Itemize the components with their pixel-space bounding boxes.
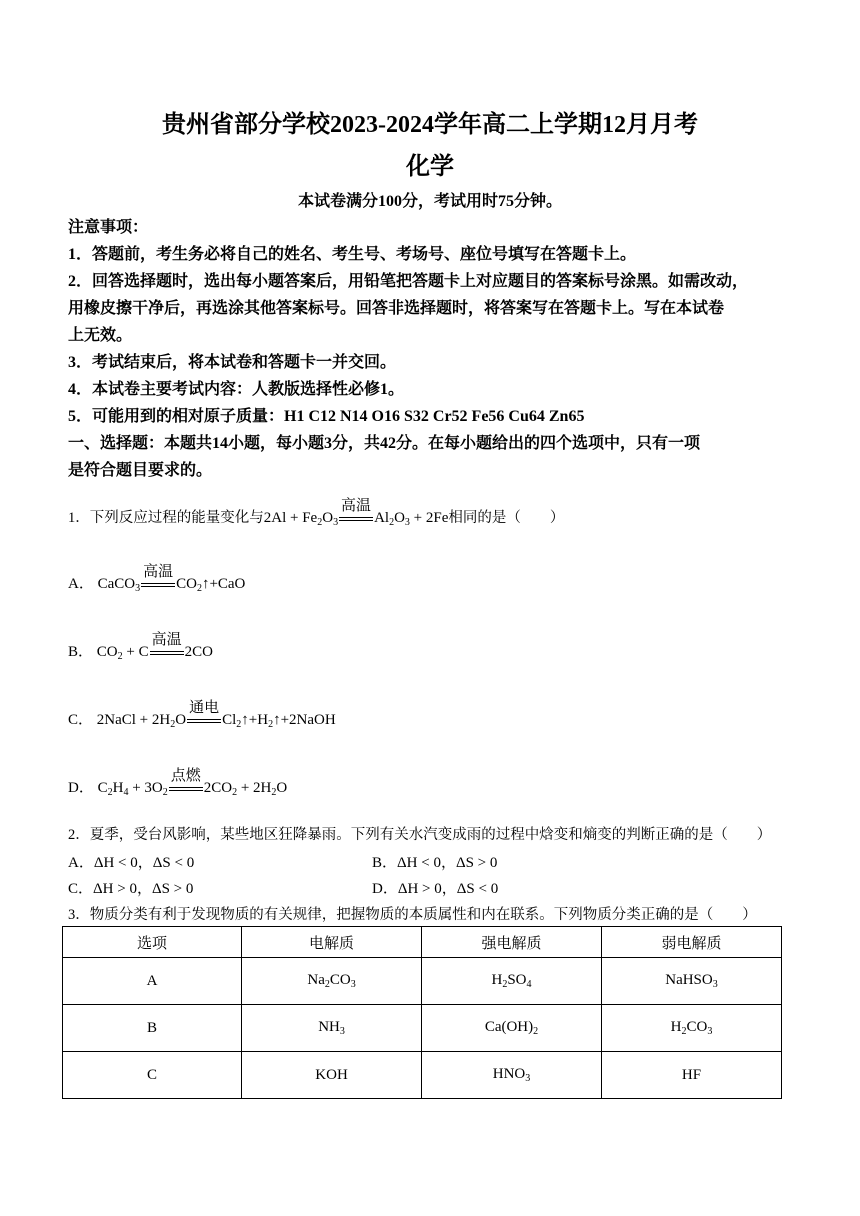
note-5: 5．可能用到的相对原子质量：H1 C12 N14 O16 S32 Cr52 Fe56 Cu64 Zn65 — [68, 408, 585, 425]
option-2c: C．ΔH > 0，ΔS > 0 — [68, 881, 194, 897]
question-1-stem: 1．下列反应过程的能量变化与$2Al + Fe_2O_3$ 高温 $Al_2O_3 + 2Fe$相同的是（ ） — [68, 497, 565, 528]
note-4: 4．本试卷主要考试内容：人教版选择性必修1。 — [68, 381, 405, 398]
exam-title: 贵州省部分学校2023-2024学年高二上学期12月月考 — [162, 112, 698, 138]
classification-table — [62, 926, 782, 1099]
note-1: 1．答题前，考生务必将自己的姓名、考生号、考场号、座位号填写在答题卡上。 — [68, 246, 637, 263]
exam-info: 本试卷满分100分，考试用时75分钟。 — [297, 193, 562, 210]
note-2-end: 上无效。 — [68, 327, 133, 344]
question-2-stem: 2．夏季，受台风影响，某些地区狂降暴雨。下列有关水汽变成雨的过程中焓变和熵变的判断正确的是（ ） — [68, 827, 772, 843]
section-heading: 一、选择题：本题共14小题，每小题3分，共42分。在每小题给出的四个选项中，只有一项 — [68, 435, 701, 452]
option-1a: A． CaCO$_3$ 高温 $CO_2↑+CaO$ — [68, 563, 246, 594]
table-row: B $NH_3$ $Ca(OH)_2$ $H_2CO_3$ — [63, 1005, 782, 1052]
table-row: C KOH $HNO_3$ HF — [63, 1052, 782, 1099]
reaction-condition: 高温 — [339, 514, 373, 524]
option-2a: A．ΔH < 0，ΔS < 0 — [68, 855, 195, 871]
option-2b: B．ΔH < 0，ΔS > 0 — [372, 855, 498, 871]
subject-title: 化学 — [406, 154, 454, 180]
table-row: A $Na_2CO_3$ $H_2SO_4$ NaHSO$_3$ — [63, 958, 782, 1005]
note-3: 3．考试结束后，将本试卷和答题卡一并交回。 — [68, 354, 397, 371]
note-2-cont: 用橡皮擦干净后，再选涂其他答案标号。回答非选择题时，将答案写在答题卡上。写在本试卷 — [68, 300, 725, 317]
section-heading-cont: 是符合题目要求的。 — [68, 462, 213, 479]
option-1b: B． $CO_2 + C$ 高温 2CO — [68, 631, 213, 662]
option-1d: D． $C_2H_4 + 3O_2$ 点燃 $2CO_2 + 2H_2O$ — [68, 767, 288, 798]
notes-heading: 注意事项： — [68, 219, 149, 236]
option-1c: C． 2NaCl + $2H_2O$ 通电 $Cl_2↑+H_2↑+2NaOH$ — [68, 699, 336, 730]
option-2d: D．ΔH > 0，ΔS < 0 — [372, 881, 499, 897]
table-header: 选项 电解质 强电解质 弱电解质 — [63, 927, 782, 958]
question-3-stem: 3．物质分类有利于发现物质的有关规律，把握物质的本质属性和内在联系。下列物质分类正确的是（ ） — [68, 907, 757, 923]
note-2: 2．回答选择题时，选出每小题答案后，用铅笔把答题卡上对应题目的答案标号涂黑。如需改动， — [68, 273, 749, 290]
